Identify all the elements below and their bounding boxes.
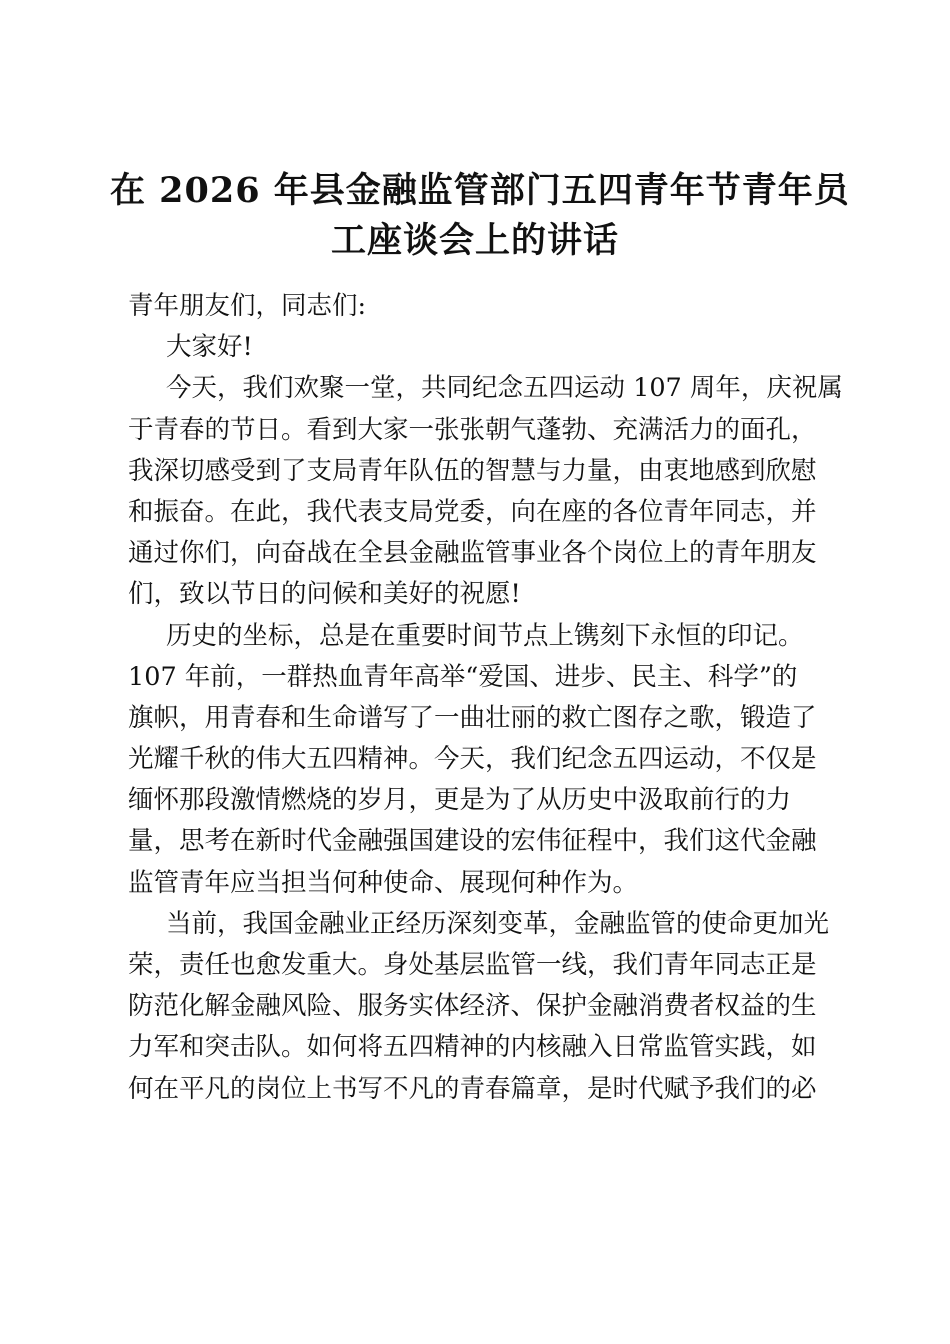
paragraph-line: 缅怀那段激情燃烧的岁月，更是为了从历史中汲取前行的力 — [128, 785, 792, 816]
paragraph-line: 监管青年应当担当何种使命、展现何种作为。 — [128, 867, 639, 898]
title-line-1: 在 2026 年县金融监管部门五四青年节青年员 — [110, 170, 850, 211]
paragraph-line: 历史的坐标，总是在重要时间节点上镌刻下永恒的印记。 — [166, 620, 804, 651]
paragraph-line: 我深切感受到了支局青年队伍的智慧与力量，由衷地感到欣慰 — [128, 455, 817, 486]
paragraph-line: 荣，责任也愈发重大。身处基层监管一线，我们青年同志正是 — [128, 950, 817, 980]
paragraph-line: 们，致以节日的问候和美好的祝愿! — [128, 579, 521, 610]
document-body — [128, 286, 843, 1110]
paragraph-line: 何在平凡的岗位上书写不凡的青春篇章，是时代赋予我们的必 — [128, 1073, 817, 1104]
paragraph-line: 通过你们，向奋战在全县金融监管事业各个岗位上的青年朋友 — [128, 538, 817, 569]
document-title — [110, 166, 850, 266]
paragraph-line: 旗帜，用青春和生命谱写了一曲壮丽的救亡图存之歌，锻造了 — [128, 702, 817, 733]
greeting: 大家好! — [166, 332, 253, 363]
title-line-2: 工座谈会上的讲话 — [330, 220, 619, 261]
paragraph-line: 于青春的节日。看到大家一张张朝气蓬勃、充满活力的面孔， — [128, 414, 817, 445]
paragraph-line: 当前，我国金融业正经历深刻变革，金融监管的使命更加光 — [166, 908, 830, 939]
paragraph-line: 光耀千秋的伟大五四精神。今天，我们纪念五四运动，不仅是 — [128, 744, 817, 775]
paragraph-line: 107 年前，一群热血青年高举“爱国、进步、民主、科学”的 — [128, 661, 798, 692]
paragraph-line: 防范化解金融风险、服务实体经济、保护金融消费者权益的生 — [128, 991, 817, 1022]
paragraph-line: 今天，我们欢聚一堂，共同纪念五四运动 107 周年，庆祝属 — [166, 373, 843, 404]
salutation: 青年朋友们，同志们: — [128, 291, 367, 321]
paragraph-line: 和振奋。在此，我代表支局党委，向在座的各位青年同志，并 — [128, 496, 817, 527]
paragraph-line: 量，思考在新时代金融强国建设的宏伟征程中，我们这代金融 — [128, 826, 817, 857]
paragraph-line: 力军和突击队。如何将五四精神的内核融入日常监管实践，如 — [128, 1032, 817, 1063]
